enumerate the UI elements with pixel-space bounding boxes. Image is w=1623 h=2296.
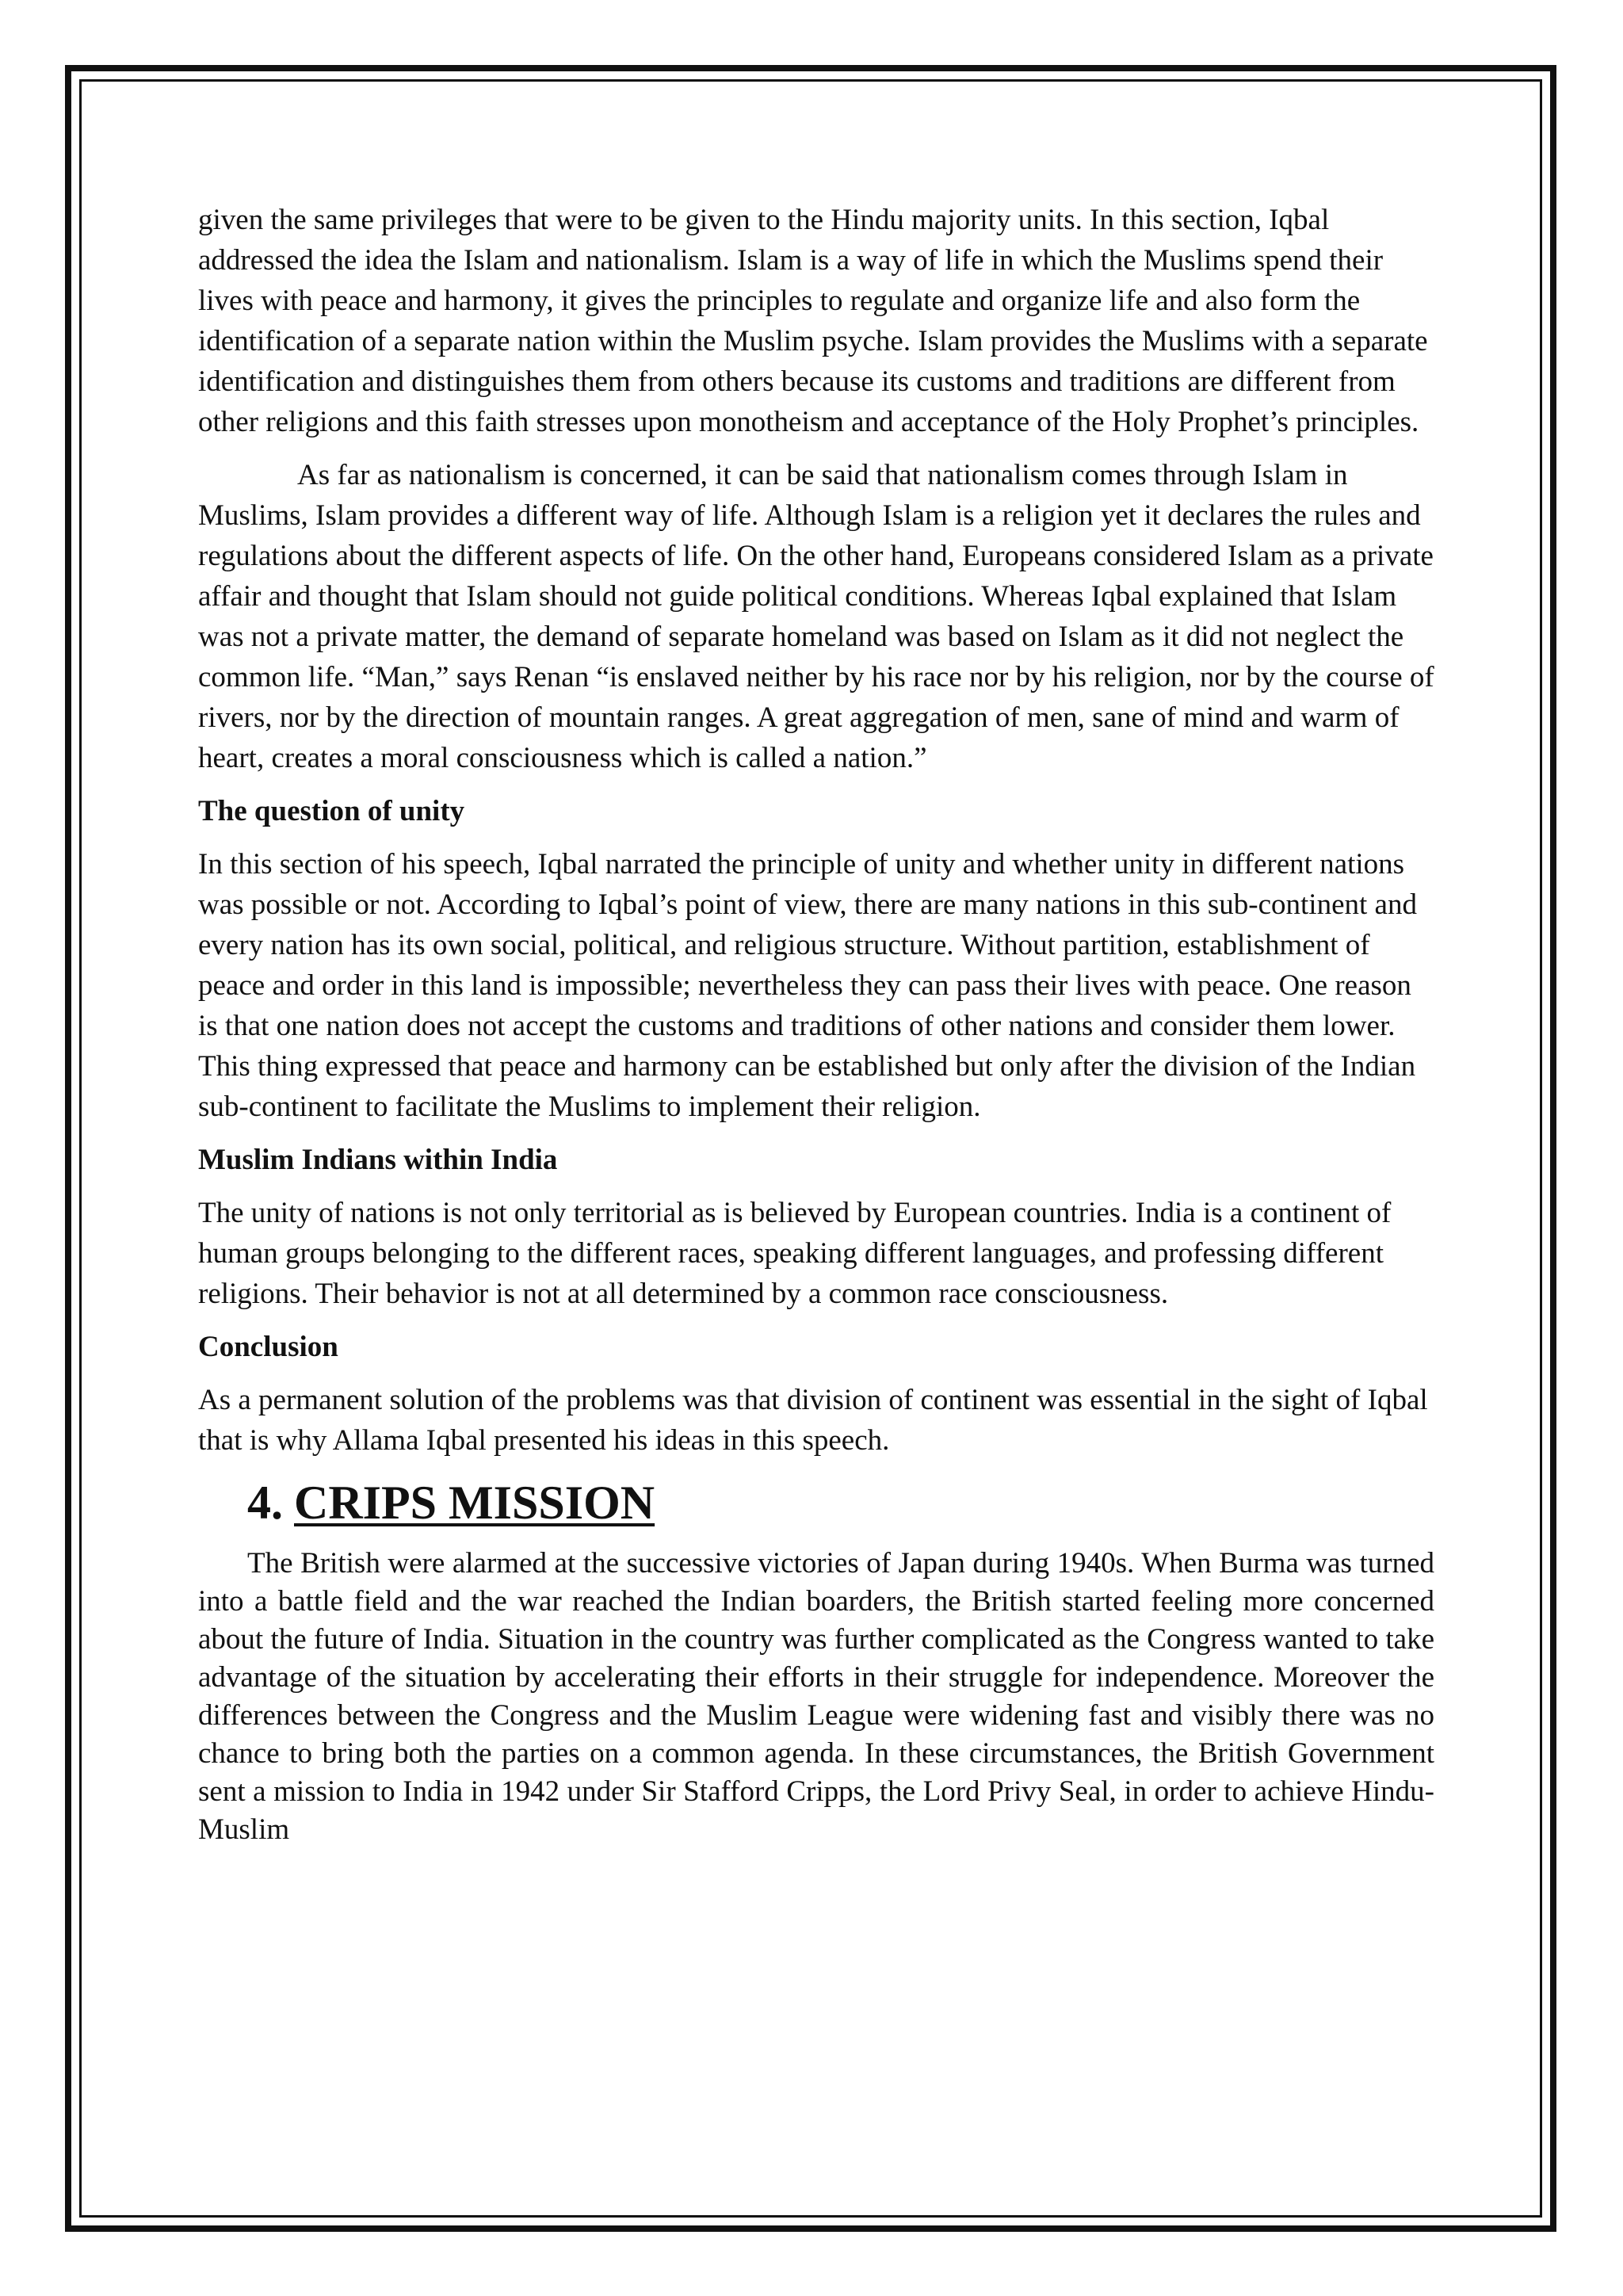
section-title-crips-mission	[247, 1475, 1434, 1530]
section-title-text: CRIPS MISSION	[294, 1477, 655, 1529]
document-body	[198, 200, 1434, 1849]
heading-question-of-unity: The question of unity	[198, 795, 465, 827]
paragraph-conclusion: As a permanent solution of the problems was that division of continent was essential in the sight of Iqbal that is why Allama Iqbal presented his ideas in this speech.	[198, 1384, 1428, 1457]
paragraph-muslim-indians: The unity of nations is not only territorial as is believed by European countries. India is a continent of human groups belonging to the different races, speaking different languages, and professing different religions. Their behavior is not at all determined by a common race consciousness.	[198, 1197, 1392, 1310]
section-number: 4.	[247, 1477, 283, 1529]
paragraph-nationalism: As far as nationalism is concerned, it can be said that nationalism comes through Islam in Muslims, Islam provides a different way of life. Although Islam is a religion yet it declares the rules and regulations about the different aspects of life. On the other hand, Europeans considered Islam as a private affair and thought that Islam should not guide political conditions. Whereas Iqbal explained that Islam was not a private matter, the demand of separate homeland was based on Islam as it did not neglect the common life. “Man,” says Renan “is enslaved neither by his race nor by his religion, nor by the course of rivers, nor by the direction of mountain ranges. A great aggregation of men, sane of mind and warm of heart, creates a moral consciousness which is called a nation.”	[198, 459, 1434, 774]
paragraph-islam-nationalism: given the same privileges that were to be given to the Hindu majority units. In this section, Iqbal addressed the idea the Islam and nationalism. Islam is a way of life in which the Muslims spend their lives with peace and harmony, it gives the principles to regulate and organize life and also form the identification of a separate nation within the Muslim psyche. Islam provides the Muslims with a separate identification and distinguishes them from others because its customs and traditions are different from other religions and this faith stresses upon monotheism and acceptance of the Holy Prophet’s principles.	[198, 204, 1428, 438]
paragraph-crips-mission: The British were alarmed at the successive victories of Japan during 1940s. When Burma was turned into a battle field and the war reached the Indian boarders, the British started feeling more concerned about the future of India. Situation in the country was further complicated as the Congress wanted to take advantage of the situation by accelerating their efforts in their struggle for independence. Moreover the differences between the Congress and the Muslim League were widening fast and visibly there was no chance to bring both the parties on a common agenda. In these circumstances, the British Government sent a mission to India in 1942 under Sir Stafford Cripps, the Lord Privy Seal, in order to achieve Hindu-Muslim	[198, 1547, 1434, 1846]
heading-muslim-indians: Muslim Indians within India	[198, 1144, 558, 1176]
heading-conclusion: Conclusion	[198, 1331, 338, 1363]
paragraph-unity: In this section of his speech, Iqbal narrated the principle of unity and whether unity in different nations was possible or not. According to Iqbal’s point of view, there are many nations in this sub-continent and every nation has its own social, political, and religious structure. Without partition, establishment of peace and order in this land is impossible; nevertheless they can pass their lives with peace. One reason is that one nation does not accept the customs and traditions of other nations and consider them lower. This thing expressed that peace and harmony can be established but only after the division of the Indian sub-continent to facilitate the Muslims to implement their religion.	[198, 848, 1417, 1123]
